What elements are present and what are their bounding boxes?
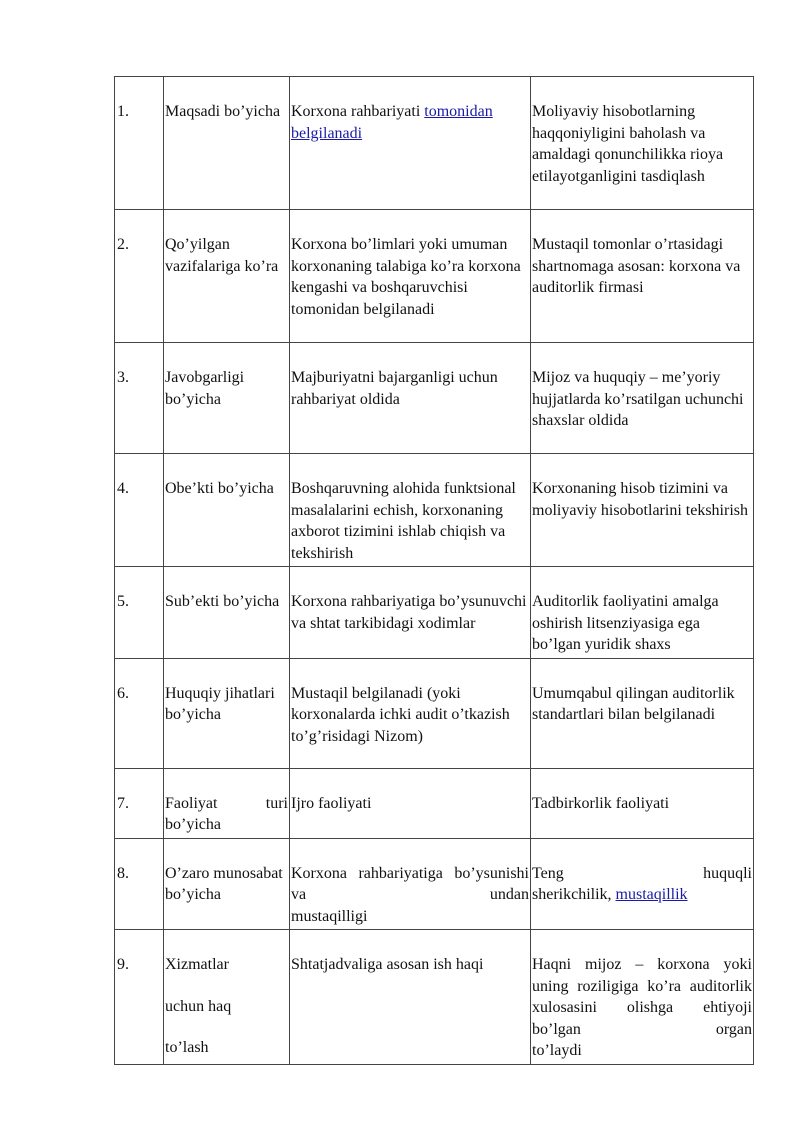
table-row	[115, 838, 754, 930]
external-text: Teng huquqli	[532, 864, 752, 882]
external-audit-cell	[531, 838, 754, 930]
external-audit-cell: Mijoz va huquqiy – me’yoriy hujjatlarda ko’rsatilgan uchunchi shaxslar oldida	[531, 343, 754, 454]
row-number: 1.	[115, 77, 164, 210]
internal-audit-cell: Mustaqil belgilanadi (yoki korxonalarda ichki audit o’tkazish to’g’risidagi Nizom)	[290, 658, 531, 768]
aspect-word: Faoliyat	[165, 794, 218, 812]
internal-audit-cell	[290, 77, 531, 210]
aspect-line: Xizmatlar	[165, 956, 229, 973]
table-row	[115, 930, 754, 1065]
aspect-cell: O’zaro munosabat bo’yicha	[164, 838, 290, 930]
row-number: 9.	[115, 930, 164, 1065]
aspect-cell: Huquqiy jihatlari bo’yicha	[164, 658, 290, 768]
aspect-cell: Qo’yilgan vazifalariga ko’ra	[164, 210, 290, 343]
aspect-cell	[164, 930, 290, 1065]
row-number: 3.	[115, 343, 164, 454]
table-row	[115, 567, 754, 659]
comparison-table	[114, 76, 754, 1065]
row-number: 4.	[115, 454, 164, 567]
aspect-cell: Sub’ekti bo’yicha	[164, 567, 290, 659]
external-audit-cell: Tadbirkorlik faoliyati	[531, 768, 754, 838]
internal-audit-cell: Majburiyatni bajarganligi uchun rahbariyat oldida	[290, 343, 531, 454]
internal-link[interactable]: tomonidan belgilanadi	[291, 103, 493, 142]
external-audit-cell: Moliyaviy hisobotlarning haqqoniyligini baholash va amaldagi qonunchilikka rioya etilayotganligini tasdiqlash	[531, 77, 754, 210]
internal-audit-cell: Ijro faoliyati	[290, 768, 531, 838]
external-audit-cell: Auditorlik faoliyatini amalga oshirish litsenziyasiga ega bo’lgan yuridik shaxs	[531, 567, 754, 659]
external-text: Haqni mijoz – korxona yoki uning roziligiga ko’ra auditorlik xulosasini olishga ehtiyoji bo’lgan organ	[532, 956, 752, 1038]
spacer	[165, 976, 288, 996]
external-text-line: standartlari bilan belgilanadi	[532, 706, 716, 723]
internal-text: Korxona rahbariyati	[291, 103, 425, 120]
aspect-word: turi	[265, 794, 288, 812]
row-number: 7.	[115, 768, 164, 838]
table-row	[115, 77, 754, 210]
table-row	[115, 658, 754, 768]
external-audit-cell: Mustaqil tomonlar o’rtasidagi shartnomaga asosan: korxona va auditorlik firmasi	[531, 210, 754, 343]
internal-audit-cell	[290, 838, 531, 930]
aspect-cell: Obe’kti bo’yicha	[164, 454, 290, 567]
external-audit-cell: Korxonaning hisob tizimini va moliyaviy hisobotlarini tekshirish	[531, 454, 754, 567]
external-audit-cell	[531, 658, 754, 768]
table-row	[115, 343, 754, 454]
table-row	[115, 768, 754, 838]
aspect-cell	[164, 768, 290, 838]
internal-text: mustaqilligi	[291, 907, 368, 925]
external-audit-cell	[531, 930, 754, 1065]
external-text-line	[532, 884, 752, 906]
row-number: 5.	[115, 567, 164, 659]
internal-audit-cell: Shtatjadvaliga asosan ish haqi	[290, 930, 531, 1065]
row-number: 6.	[115, 658, 164, 768]
spacer	[165, 1017, 288, 1037]
internal-audit-cell: Korxona bo’limlari yoki umuman korxonaning talabiga ko’ra korxona kengashi va boshqaruvchisi tomonidan belgilanadi	[290, 210, 531, 343]
internal-audit-cell: Korxona rahbariyatiga bo’ysunuvchi va shtat tarkibidagi xodimlar	[290, 567, 531, 659]
aspect-cell: Maqsadi bo’yicha	[164, 77, 290, 210]
internal-text: Korxona rahbariyatiga bo’ysunishi va undan	[291, 864, 529, 903]
table-row	[115, 210, 754, 343]
aspect-line	[165, 793, 288, 815]
aspect-line: bo’yicha	[165, 816, 221, 833]
external-link[interactable]: mustaqillik	[615, 886, 688, 903]
row-number: 2.	[115, 210, 164, 343]
internal-audit-cell: Boshqaruvning alohida funktsional masalalarini echish, korxonaning axborot tizimini ishlab chiqish va tekshirish	[290, 454, 531, 567]
aspect-cell: Javobgarligi bo’yicha	[164, 343, 290, 454]
external-text: sherikchilik,	[532, 886, 616, 903]
row-number: 8.	[115, 838, 164, 930]
external-text-line: Umumqabul qilingan auditorlik	[532, 684, 735, 702]
aspect-line: uchun haq	[165, 997, 232, 1015]
aspect-line: to’lash	[165, 1039, 209, 1056]
external-text: to’laydi	[532, 1042, 582, 1059]
table-row	[115, 454, 754, 567]
